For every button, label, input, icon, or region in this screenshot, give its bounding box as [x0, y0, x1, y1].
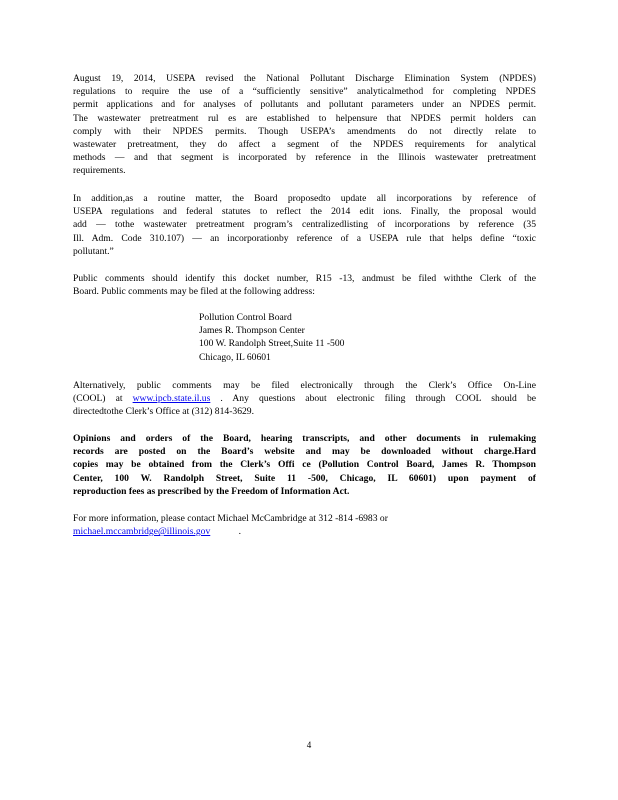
mailing-address [199, 311, 344, 364]
text-line: Public comments should identify this docket number, R15 -13, andmust be filed withthe Clerk of the [73, 273, 536, 284]
paragraph-contact-info [73, 512, 536, 538]
text-line: In addition,as a routine matter, the Board proposedto update all incorporations by reference of [73, 193, 536, 204]
address-line: 100 W. Randolph Street,Suite 11 -500 [199, 338, 345, 350]
address-line: James R. Thompson Center [199, 325, 305, 337]
text-line: USEPA regulations and federal statutes to reflect the 2014 edit ions. Finally, the proposal would [73, 206, 536, 218]
text-line [73, 392, 536, 405]
paragraph-electronic-filing [73, 379, 536, 419]
text-line: reproduction fees as prescribed by the Freedom of Information Act. [73, 485, 350, 497]
email-link[interactable]: michael.mccambridge@illinois.gov [73, 526, 211, 538]
text-line: requirements. [73, 165, 126, 177]
text-line: permit applications and for analyses of pollutants and pollutant parameters under an NPDES permit. [73, 99, 536, 111]
text-line: Board. Public comments may be filed at the following address: [73, 286, 315, 298]
text-line: copies may be obtained from the Clerk’s Offi ce (Pollution Control Board, James R. Thompson [73, 459, 536, 471]
page-number: 4 [306, 740, 312, 750]
text-line: comply with their NPDES permits. Though USEPA’s amendments do not directly relate to [73, 125, 536, 137]
text-fragment: (COOL) at [73, 393, 133, 405]
text-line: regulations to require the use of a “sufficiently sensitive” analyticalmethod for completing NPDES [73, 86, 536, 98]
website-link[interactable]: www.ipcb.state.il.us [132, 393, 211, 405]
text-line [73, 525, 536, 538]
text-line: Opinions and orders of the Board, hearing transcripts, and other documents in rulemaking [73, 433, 536, 444]
text-line: add — tothe wastewater pretreatment program’s centralizedlisting of incorporations by reference (35 [73, 219, 536, 231]
text-line: methods — and that segment is incorporated by reference in the Illinois wastewater pretreatment [73, 152, 536, 164]
text-line: August 19, 2014, USEPA revised the National Pollutant Discharge Elimination System (NPDES) [73, 73, 536, 84]
text-fragment: . [236, 526, 242, 538]
text-fragment: . Any questions about electronic filing through COOL should be [210, 393, 536, 405]
text-line: The wastewater pretreatment rul es are established to helpensure that NPDES permit holders can [73, 112, 536, 124]
paragraph-opinions-orders [73, 432, 536, 498]
text-line: Center, 100 W. Randolph Street, Suite 11 -500, Chicago, IL 60601) upon payment of [73, 472, 536, 484]
paragraph-incorporations [73, 192, 536, 258]
address-line: Chicago, IL 60601 [199, 351, 271, 363]
text-line: wastewater pretreatment, they do affect a segment of the NPDES requirements for analytical [73, 139, 536, 151]
text-line: pollutant.” [73, 245, 114, 257]
paragraph-npdes-revision [73, 72, 536, 178]
text-line: Ill. Adm. Code 310.107) — an incorporationby reference of a USEPA rule that helps define “toxic [73, 232, 536, 244]
paragraph-public-comments [73, 272, 536, 298]
address-line: Pollution Control Board [199, 312, 292, 323]
text-line: Alternatively, public comments may be filed electronically through the Clerk’s Office On-Line [73, 380, 536, 391]
text-line: records are posted on the Board’s website and may be downloaded without charge.Hard [73, 446, 536, 458]
text-line: For more information, please contact Michael McCambridge at 312 -814 -6983 or [73, 513, 388, 524]
text-line: directedtothe Clerk’s Office at (312) 814-3629. [73, 406, 254, 418]
